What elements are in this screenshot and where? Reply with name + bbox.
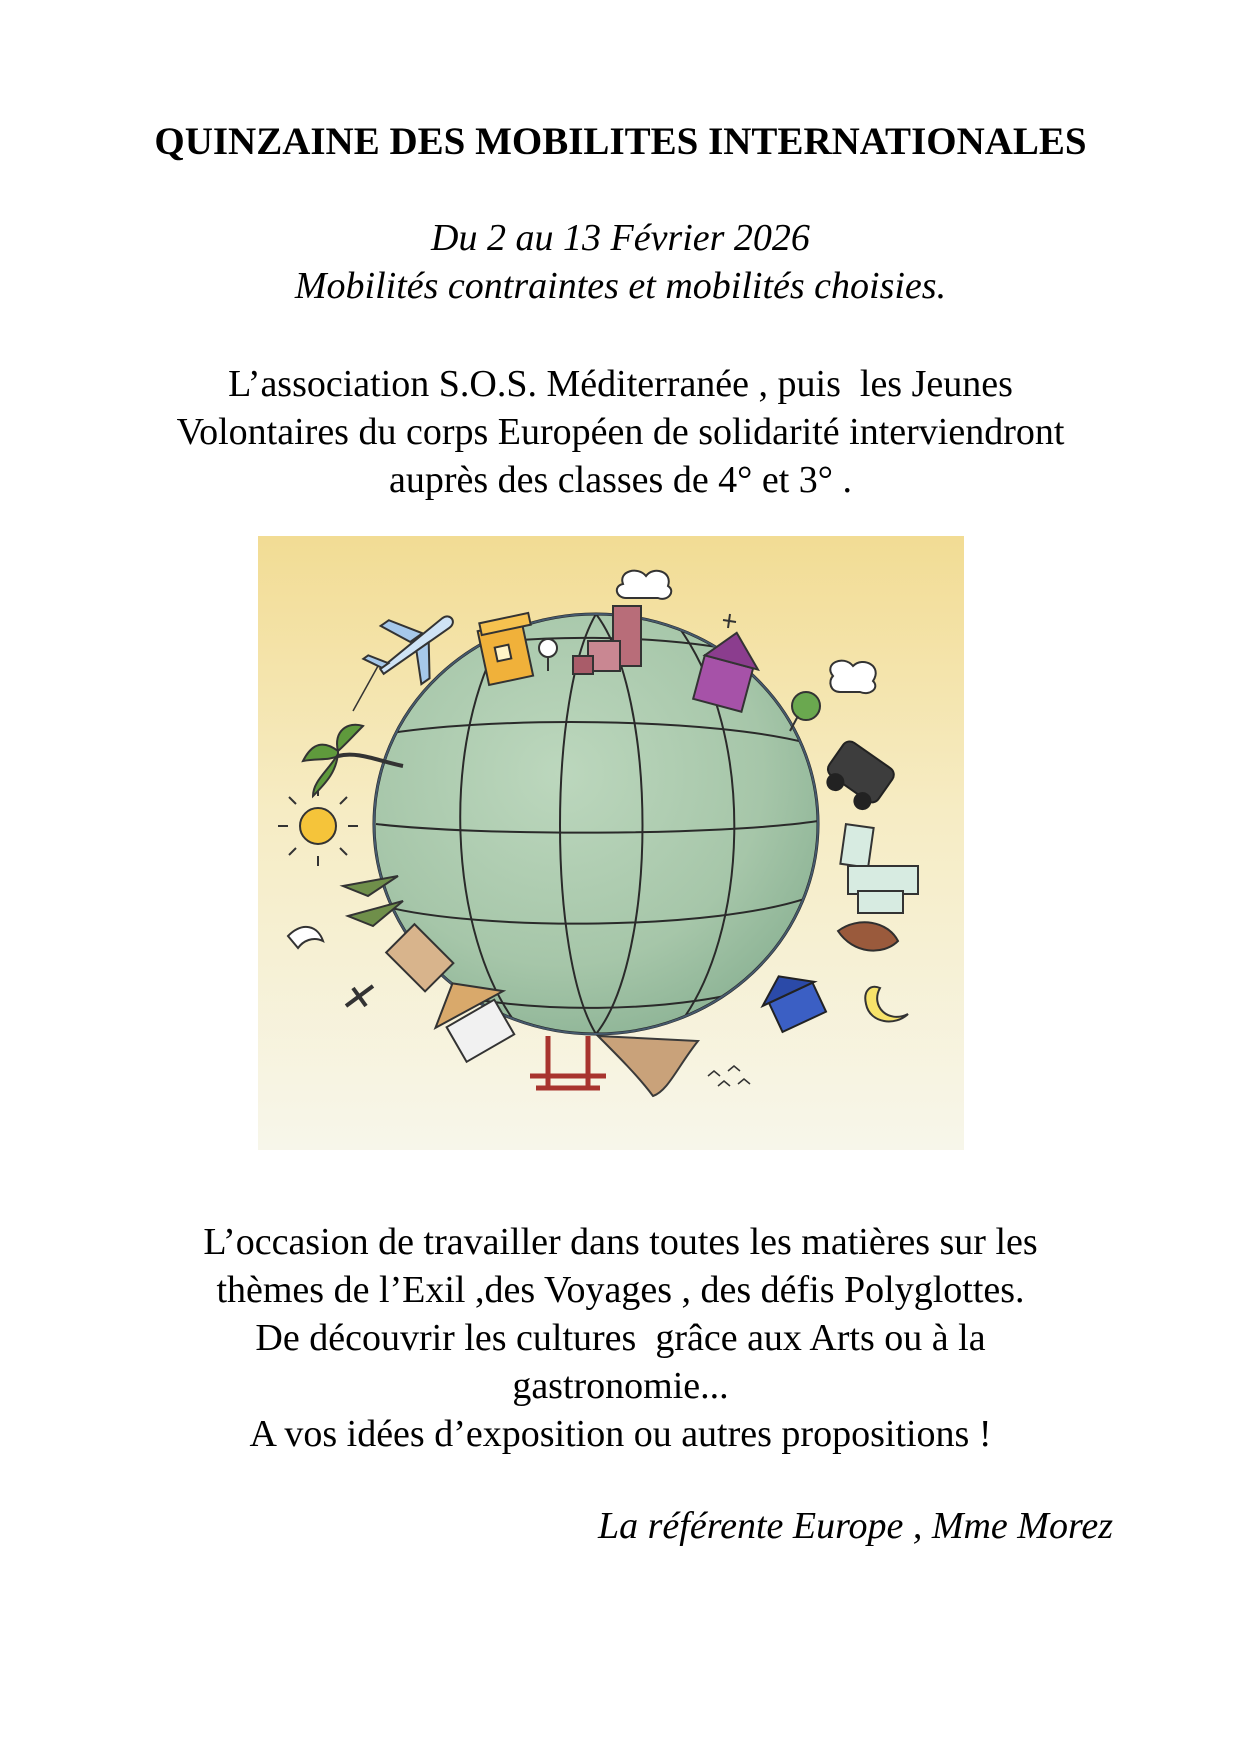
page-title: QUINZAINE DES MOBILITES INTERNATIONALES xyxy=(154,120,1087,163)
event-dates: Du 2 au 13 Février 2026 xyxy=(431,217,810,259)
intro-paragraph xyxy=(0,360,1241,504)
globe-illustration xyxy=(258,536,964,1150)
intro-line: L’association S.O.S. Méditerranée , puis les Jeunes xyxy=(228,363,1013,405)
event-theme: Mobilités contraintes et mobilités choisies. xyxy=(294,265,947,307)
intro-line: Volontaires du corps Européen de solidarité interviendront xyxy=(176,411,1065,453)
globe-world-travel-icon xyxy=(258,536,964,1150)
body-line: thèmes de l’Exil ,des Voyages , des défis Polyglottes. xyxy=(216,1269,1025,1311)
body-line: A vos idées d’exposition ou autres propositions ! xyxy=(249,1413,992,1455)
body-line: gastronomie... xyxy=(512,1365,729,1407)
intro-line: auprès des classes de 4° et 3° . xyxy=(388,459,853,501)
signature: La référente Europe , Mme Morez xyxy=(598,1505,1113,1547)
body-paragraph xyxy=(0,1218,1241,1458)
event-subtitle xyxy=(0,214,1241,310)
body-line: De découvrir les cultures grâce aux Arts ou à la xyxy=(255,1317,986,1359)
body-line: L’occasion de travailler dans toutes les matières sur les xyxy=(203,1221,1038,1263)
